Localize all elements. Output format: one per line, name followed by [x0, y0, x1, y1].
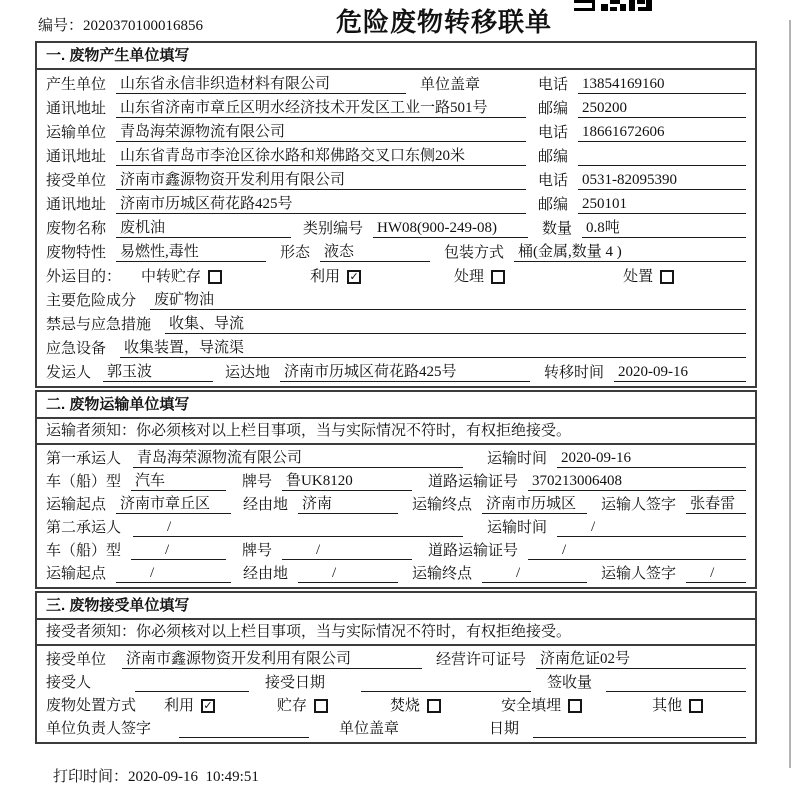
- road-permit-field: 370213006408: [528, 472, 746, 491]
- transporter-notice: 运输者须知：你必须核对以上栏目事项，当与实际情况不符时，有权拒绝接受。: [37, 419, 755, 445]
- road-permit-label: 道路运输证号: [428, 474, 519, 490]
- transport-time2-field: /: [557, 518, 746, 537]
- destination-field: 济南市历城区荷花路425号: [280, 363, 530, 382]
- shipper-name-field: 郭玉波: [103, 363, 213, 382]
- road-permit2-field: /: [528, 541, 746, 560]
- row-emergency-measures: [46, 312, 746, 336]
- waste-properties-field: 易燃性,毒性: [116, 243, 266, 262]
- transfer-time-field: 2020-09-16: [614, 363, 746, 382]
- row-producer-address: [46, 96, 746, 120]
- carrier-signature-label: 运输人签字: [601, 497, 677, 513]
- disposal-option-other: [652, 696, 703, 715]
- via2-field: /: [298, 564, 398, 583]
- hazard-components-label: 主要危险成分: [46, 293, 137, 309]
- row-responsible-signature: [46, 717, 746, 740]
- road-permit2-label: 道路运输证号: [428, 543, 519, 559]
- receiver-address-field: 济南市历城区荷花路425号: [116, 195, 526, 214]
- row-transporter: [46, 120, 746, 144]
- waste-category-field: HW08(900-249-08): [373, 219, 528, 238]
- transport-time-label: 运输时间: [487, 451, 548, 467]
- row-transfer-purpose: [46, 264, 746, 288]
- hazard-components-field: 废矿物油: [150, 291, 746, 310]
- disposal-storage-checkbox: [314, 699, 328, 713]
- acceptor-label: 接受人: [46, 675, 92, 691]
- section-waste-producer: [35, 41, 757, 388]
- vehicle-type-label: 车（船）型: [46, 474, 122, 490]
- accept-date-label: 接受日期: [265, 675, 326, 691]
- receiver-label: 接受单位: [46, 173, 107, 189]
- disposal-option-utilize: [164, 696, 215, 715]
- disposal-landfill-checkbox: [568, 699, 582, 713]
- row-receiver: [46, 168, 746, 192]
- vehicle-type2-field: /: [131, 541, 226, 560]
- document-number-value: 2020370100016856: [83, 18, 204, 34]
- row-vehicle-1: [46, 470, 746, 493]
- option-label: 中转贮存: [141, 268, 202, 285]
- row-transporter-address: [46, 144, 746, 168]
- row-accepting-unit: [46, 648, 746, 671]
- qr-code-icon: [574, 0, 652, 12]
- page-edge-divider: [789, 20, 791, 768]
- plate2-field: /: [282, 541, 412, 560]
- producer-address-label: 通讯地址: [46, 101, 107, 117]
- waste-form-label: 形态: [280, 245, 311, 261]
- receiver-zip-label: 邮编: [537, 197, 568, 213]
- option-label: 贮存: [277, 697, 308, 714]
- disposal-incinerate-checkbox: [427, 699, 441, 713]
- plate-label: 牌号: [242, 474, 273, 490]
- via-field: 济南: [298, 495, 398, 514]
- row-acceptor: [46, 671, 746, 694]
- section3-title: 三. 废物接受单位填写: [37, 593, 755, 620]
- producer-phone-label: 电话: [537, 77, 568, 93]
- purpose-option-transfer-storage: [141, 267, 222, 286]
- producer-phone-field: 13854169160: [578, 75, 746, 94]
- row-waste-properties: [46, 240, 746, 264]
- transporter-address-label: 通讯地址: [46, 149, 107, 165]
- document-number-label: 编号：: [38, 18, 84, 34]
- responsible-signature-label: 单位负责人签字: [46, 721, 152, 737]
- receiver-phone-label: 电话: [537, 173, 568, 189]
- option-label: 处理: [454, 268, 485, 285]
- accepting-unit-field: 济南市鑫源物资开发利用有限公司: [122, 650, 422, 669]
- option-label: 安全填埋: [501, 697, 562, 714]
- receiver-name-field: 济南市鑫源物资开发利用有限公司: [116, 171, 526, 190]
- row-waste-name: [46, 216, 746, 240]
- plate-field: 鲁UK8120: [282, 472, 412, 491]
- plate2-label: 牌号: [242, 543, 273, 559]
- receiver-address-label: 通讯地址: [46, 197, 107, 213]
- purpose-option-dispose: [623, 267, 674, 286]
- route-origin2-field: /: [116, 564, 231, 583]
- route-origin-field: 济南市章丘区: [116, 495, 231, 514]
- second-carrier-label: 第二承运人: [46, 520, 122, 536]
- disposal-option-incinerate: [390, 696, 441, 715]
- waste-quantity-label: 数量: [542, 221, 573, 237]
- option-label: 利用: [310, 268, 341, 285]
- packaging-field: 桶(金属,数量 4 ): [514, 243, 746, 262]
- emergency-measures-label: 禁忌与应急措施: [46, 317, 152, 333]
- transport-time-field: 2020-09-16: [557, 449, 746, 468]
- via-label: 经由地: [243, 497, 289, 513]
- responsible-signature-field: [179, 719, 309, 738]
- option-label: 利用: [164, 697, 195, 714]
- print-time: [38, 748, 259, 803]
- first-carrier-field: 青岛海荣源物流有限公司: [133, 449, 463, 468]
- print-time-value: 2020-09-16 10:49:51: [128, 769, 259, 785]
- carrier-signature2-label: 运输人签字: [601, 566, 677, 582]
- shipper-label: 发运人: [46, 365, 92, 381]
- sign-date-field: [533, 719, 746, 738]
- carrier-signature-field: 张春雷: [686, 495, 746, 514]
- row-route-1: [46, 493, 746, 516]
- row-second-carrier: [46, 516, 746, 539]
- receiver-notice: 接受者须知：你必须核对以上栏目事项，当与实际情况不符时，有权拒绝接受。: [37, 620, 755, 646]
- row-first-carrier: [46, 447, 746, 470]
- waste-properties-label: 废物特性: [46, 245, 107, 261]
- unit-seal2-label: 单位盖章: [339, 721, 400, 737]
- accepting-unit-label: 接受单位: [46, 652, 107, 668]
- emergency-equipment-label: 应急设备: [46, 341, 107, 357]
- transporter-phone-label: 电话: [537, 125, 568, 141]
- option-label: 焚烧: [390, 697, 421, 714]
- row-route-2: [46, 562, 746, 585]
- sign-date-label: 日期: [489, 721, 520, 737]
- waste-form-field: 液态: [320, 243, 430, 262]
- transport-time2-label: 运输时间: [487, 520, 548, 536]
- via2-label: 经由地: [243, 566, 289, 582]
- route-end2-label: 运输终点: [412, 566, 473, 582]
- packaging-label: 包装方式: [444, 245, 505, 261]
- row-producer: [46, 72, 746, 96]
- treat-checkbox: [491, 270, 505, 284]
- license-field: 济南危证02号: [536, 650, 746, 669]
- row-hazard-components: [46, 288, 746, 312]
- disposal-option-storage: [277, 696, 328, 715]
- receiver-zip-field: 250101: [578, 195, 746, 214]
- received-quantity-field: [606, 673, 746, 692]
- section-waste-transporter: [35, 390, 757, 589]
- option-label: 处置: [623, 268, 654, 285]
- section-waste-receiver: [35, 591, 757, 744]
- dispose-checkbox: [660, 270, 674, 284]
- row-emergency-equipment: [46, 336, 746, 360]
- row-vehicle-2: [46, 539, 746, 562]
- producer-zip-field: 250200: [578, 99, 746, 118]
- section1-title: 一. 废物产生单位填写: [37, 43, 755, 70]
- carrier-signature2-field: /: [686, 564, 746, 583]
- license-label: 经营许可证号: [436, 652, 527, 668]
- disposal-other-checkbox: [689, 699, 703, 713]
- producer-zip-label: 邮编: [537, 101, 568, 117]
- producer-name-field: 山东省永信非织造材料有限公司: [116, 75, 406, 94]
- section2-title: 二. 废物运输单位填写: [37, 392, 755, 419]
- row-disposal-method: [46, 694, 746, 717]
- vehicle-type2-label: 车（船）型: [46, 543, 122, 559]
- transfer-purpose-label: 外运目的：: [46, 269, 122, 285]
- producer-label: 产生单位: [46, 77, 107, 93]
- purpose-option-treat: [454, 267, 505, 286]
- disposal-option-landfill: [501, 696, 582, 715]
- transfer-storage-checkbox: [208, 270, 222, 284]
- transporter-zip-label: 邮编: [537, 149, 568, 165]
- disposal-utilize-checkbox-checked: ✓: [201, 699, 215, 713]
- destination-label: 运达地: [225, 365, 271, 381]
- transporter-address-field: 山东省青岛市李沧区徐水路和郑佛路交叉口东侧20米: [116, 147, 526, 166]
- route-end-field: 济南市历城区: [482, 495, 587, 514]
- purpose-option-utilize: [310, 267, 361, 286]
- utilize-checkbox-checked: ✓: [347, 270, 361, 284]
- page-title: 危险废物转移联单: [335, 7, 552, 37]
- route-origin-label: 运输起点: [46, 497, 107, 513]
- received-quantity-label: 签收量: [547, 675, 593, 691]
- accept-date-field: [361, 673, 531, 692]
- route-end2-field: /: [482, 564, 587, 583]
- transporter-phone-field: 18661672606: [578, 123, 746, 142]
- row-receiver-address: [46, 192, 746, 216]
- waste-name-label: 废物名称: [46, 221, 107, 237]
- waste-name-field: 废机油: [116, 219, 291, 238]
- acceptor-field: [135, 673, 249, 692]
- option-label: 其他: [652, 697, 683, 714]
- first-carrier-label: 第一承运人: [46, 451, 122, 467]
- waste-quantity-field: 0.8吨: [582, 219, 746, 238]
- transporter-label: 运输单位: [46, 125, 107, 141]
- print-time-label: 打印时间：: [53, 769, 129, 785]
- producer-address-field: 山东省济南市章丘区明水经济技术开发区工业一路501号: [116, 99, 526, 118]
- transfer-time-label: 转移时间: [544, 365, 605, 381]
- waste-category-label: 类别编号: [303, 221, 364, 237]
- receiver-phone-field: 0531-82095390: [578, 171, 746, 190]
- vehicle-type-field: 汽车: [131, 472, 226, 491]
- route-end-label: 运输终点: [412, 497, 473, 513]
- emergency-equipment-field: 收集装置，导流渠: [120, 339, 746, 358]
- route-origin2-label: 运输起点: [46, 566, 107, 582]
- unit-seal-label: 单位盖章: [420, 77, 481, 93]
- disposal-method-label: 废物处置方式: [46, 698, 137, 714]
- transfer-form: [35, 41, 757, 746]
- transporter-name-field: 青岛海荣源物流有限公司: [116, 123, 526, 142]
- second-carrier-field: /: [133, 518, 463, 537]
- transporter-zip-field: [578, 147, 746, 166]
- emergency-measures-field: 收集、导流: [165, 315, 746, 334]
- row-shipper: [46, 360, 746, 384]
